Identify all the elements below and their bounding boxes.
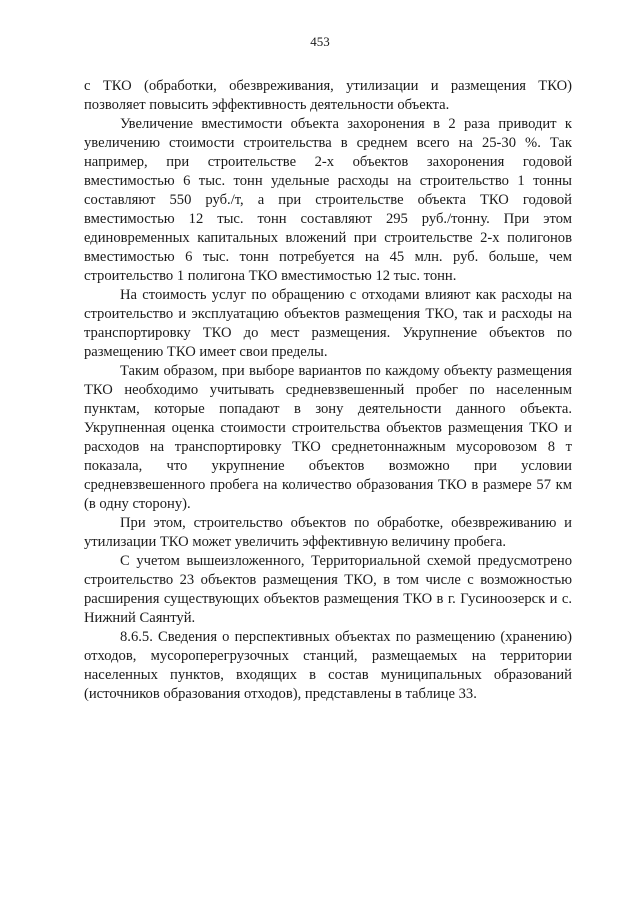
page-number: 453 [310, 34, 330, 49]
document-body [84, 77, 572, 704]
paragraph-capacity-increase: Увеличение вместимости объекта захоронения в 2 раза приводит к увеличению стоимости строительства в среднем всего на 25-30 %. Так например, при строительстве 2-х объектов захоронения годовой вместимостью 6 тыс. тонн удельные расходы на строительство 1 тонны составляют 550 руб./т, а при строительстве объекта ТКО годовой вместимостью 12 тыс. тонн составляют 295 руб./тонну. При этом единовременных капитальных вложений при строительстве 2-х полигонов вместимостью 6 тыс. тонн потребуется на 45 млн. руб. больше, чем строительство 1 полигона ТКО вместимостью 12 тыс. тонн. [84, 116, 572, 284]
paragraph-route-mileage: Таким образом, при выборе вариантов по каждому объекту размещения ТКО необходимо учитывать средневзвешенный пробег по населенным пунктам, которые попадают в зону деятельности данного объекта. Укрупненная оценка стоимости строительства объектов размещения ТКО и расходов на транспортировку ТКО среднетоннажным мусоровозом 8 т показала, что укрупнение объектов возможно при условии средневзвешенного пробега на количество образования ТКО в размере 57 км (в одну сторону). [84, 363, 572, 512]
paragraph-continuation: с ТКО (обработки, обезвреживания, утилизации и размещения ТКО) позволяет повысить эффективность деятельности объекта. [84, 78, 572, 113]
paragraph-section-8-6-5: 8.6.5. Сведения о перспективных объектах по размещению (хранению) отходов, мусороперегрузочных станций, размещаемых на территории населенных пунктов, входящих в состав муниципальных образований (источников образования отходов), представлены в таблице 33. [84, 629, 572, 702]
paragraph-service-cost: На стоимость услуг по обращению с отходами влияют как расходы на строительство и эксплуатацию объектов размещения ТКО, так и расходы на транспортировку ТКО до мест размещения. Укрупнение объектов по размещению ТКО имеет свои пределы. [84, 287, 572, 360]
paragraph-territorial-scheme: С учетом вышеизложенного, Территориальной схемой предусмотрено строительство 23 объектов размещения ТКО, в том числе с возможностью расширения существующих объектов размещения ТКО в г. Гусиноозерск и с. Нижний Саянтуй. [84, 553, 572, 626]
paragraph-processing-facilities: При этом, строительство объектов по обработке, обезвреживанию и утилизации ТКО может увеличить эффективную величину пробега. [84, 515, 572, 550]
